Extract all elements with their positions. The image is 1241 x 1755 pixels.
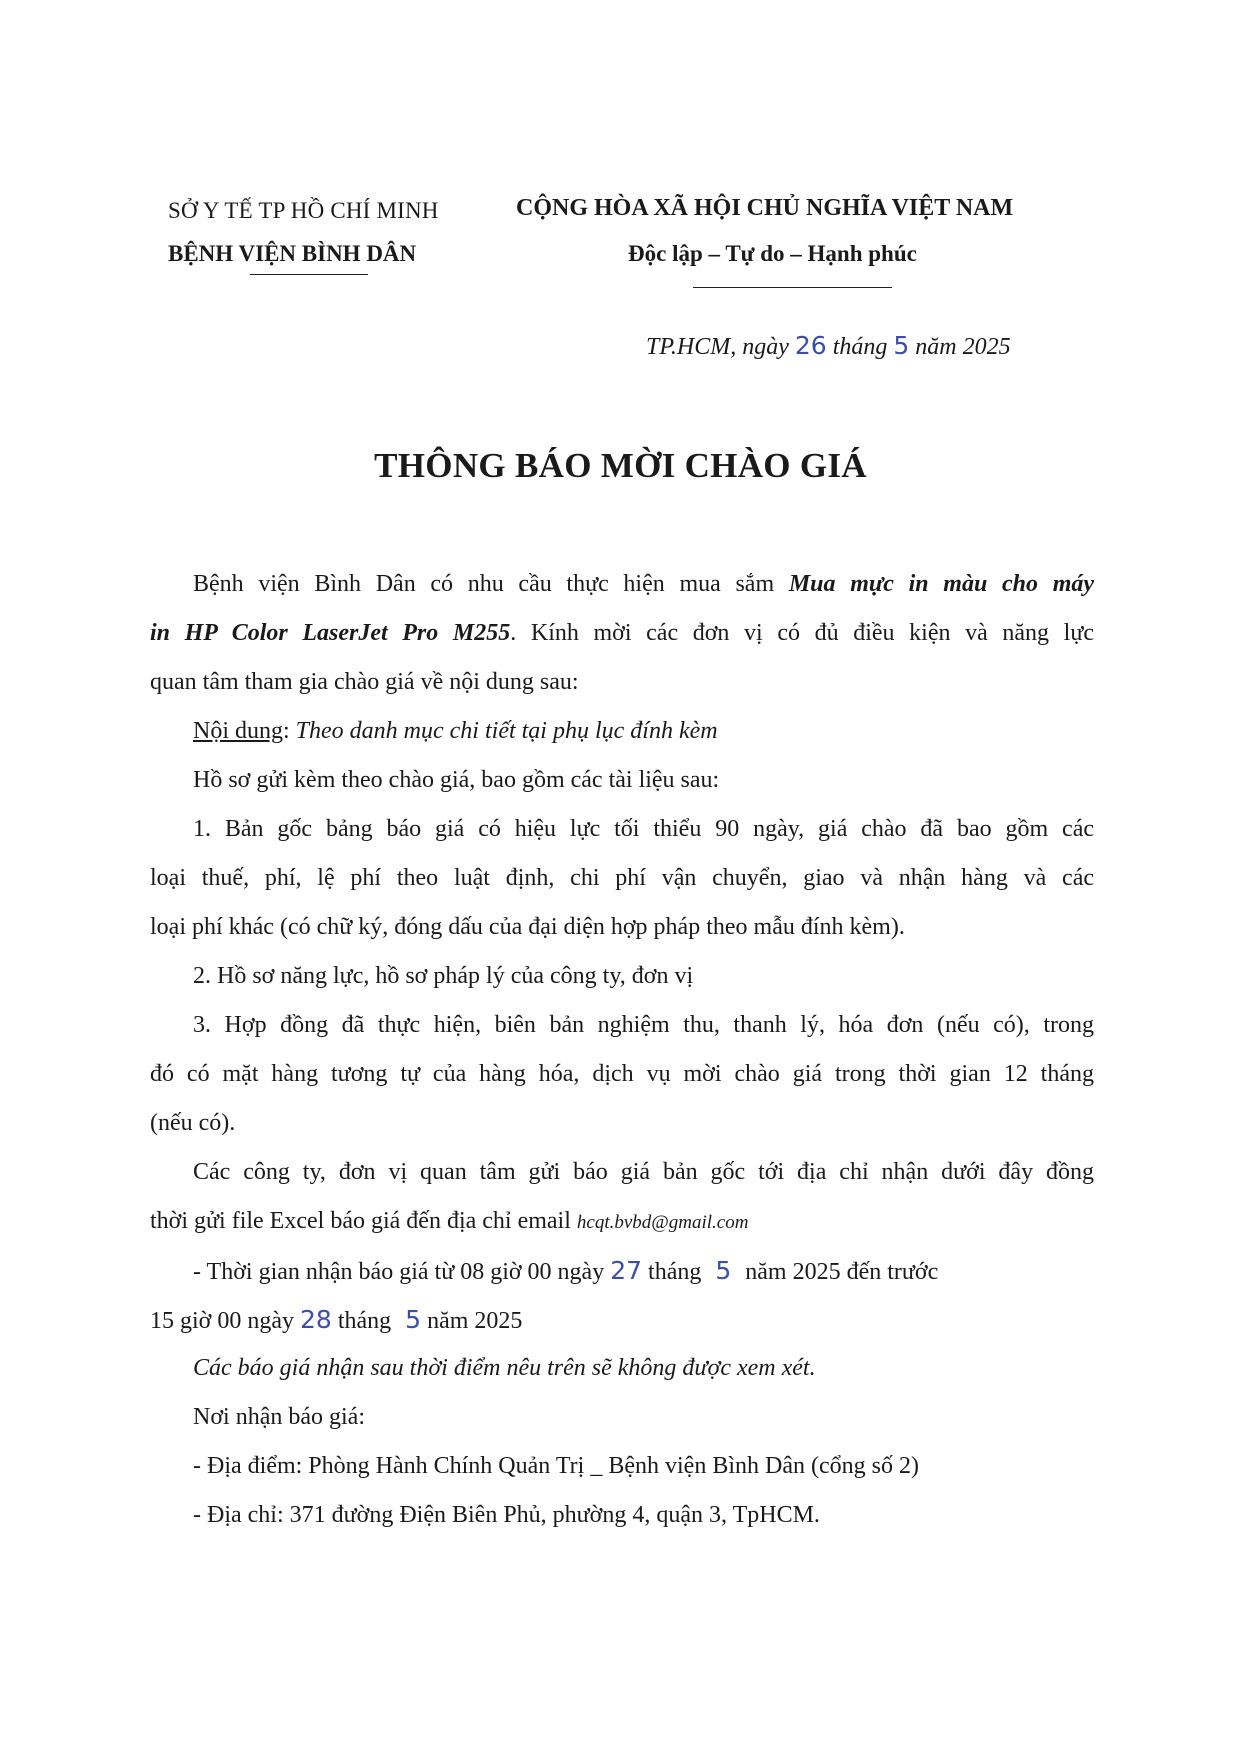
motto-underline — [693, 287, 892, 288]
intro-text-a: Bệnh viện Bình Dân có nhu cầu thực hiện mua sắm — [193, 571, 775, 597]
dateline-year: năm 2025 — [915, 334, 1011, 360]
send-text: thời gửi file Excel báo giá đến địa chỉ email — [150, 1208, 571, 1234]
intro-item-b: in HP Color LaserJet Pro M255 — [150, 620, 511, 646]
item-3-line-1: 3. Hợp đồng đã thực hiện, biên bản nghiệm thu, thanh lý, hóa đơn (nếu có), trong — [193, 1012, 1094, 1038]
send-line-2 — [150, 1197, 1094, 1246]
national-title: CỘNG HÒA XÃ HỘI CHỦ NGHĨA VIỆT NAM — [516, 195, 1014, 221]
org-underline — [250, 274, 368, 275]
send-line-1: Các công ty, đơn vị quan tâm gửi báo giá bản gốc tới địa chỉ nhận dưới đây đồng — [193, 1159, 1094, 1185]
late-note: Các báo giá nhận sau thời điểm nêu trên sẽ không được xem xét. — [193, 1355, 816, 1381]
document-body — [150, 560, 1094, 1540]
time-month-2: 5 — [405, 1305, 422, 1334]
time-day-1: 27 — [610, 1256, 643, 1285]
time-text-c: 15 giờ 00 ngày — [150, 1308, 295, 1334]
dateline — [646, 331, 1011, 361]
receive-location: - Địa điểm: Phòng Hành Chính Quản Trị _ Bệnh viện Bình Dân (cổng số 2) — [193, 1453, 919, 1479]
org-parent: SỞ Y TẾ TP HỒ CHÍ MINH — [168, 198, 439, 223]
dateline-month: 5 — [893, 331, 910, 360]
time-line-1 — [150, 1246, 1094, 1295]
intro-item-a: Mua mực in màu cho máy — [788, 571, 1095, 597]
dateline-prefix: TP.HCM, ngày — [646, 334, 789, 360]
time-text-a: - Thời gian nhận báo giá từ 08 giờ 00 ngày — [193, 1259, 605, 1285]
item-2: 2. Hồ sơ năng lực, hồ sơ pháp lý của công ty, đơn vị — [193, 963, 694, 989]
item-3-line-2: đó có mặt hàng tương tự của hàng hóa, dịch vụ mời chào giá trong thời gian 12 tháng — [150, 1061, 1094, 1087]
content-line: Nội dung: Theo danh mục chi tiết tại phụ lục đính kèm — [193, 718, 718, 744]
docs-intro: Hồ sơ gửi kèm theo chào giá, bao gồm các tài liệu sau: — [193, 767, 720, 793]
document-title: THÔNG BÁO MỜI CHÀO GIÁ — [374, 446, 867, 485]
time-text-d: năm 2025 — [427, 1308, 523, 1334]
intro-text-b: . Kính mời các đơn vị có đủ điều kiện và năng lực — [510, 620, 1094, 646]
email-address: hcqt.bvbd@gmail.com — [576, 1212, 749, 1233]
item-1-line-2: loại thuế, phí, lệ phí theo luật định, chi phí vận chuyển, giao và nhận hàng và các — [150, 865, 1094, 891]
time-month-label-2: tháng — [337, 1308, 392, 1334]
paragraph-intro-line-2 — [150, 609, 1094, 658]
receive-address: - Địa chỉ: 371 đường Điện Biên Phủ, phường 4, quận 3, TpHCM. — [193, 1502, 820, 1528]
time-month-label-1: tháng — [648, 1259, 702, 1285]
time-day-2: 28 — [300, 1305, 332, 1334]
content-value: Theo danh mục chi tiết tại phụ lục đính kèm — [295, 718, 718, 744]
paragraph-intro-line-1 — [150, 560, 1094, 609]
national-motto: Độc lập – Tự do – Hạnh phúc — [628, 241, 917, 266]
item-1-line-3: loại phí khác (có chữ ký, đóng dấu của đại diện hợp pháp theo mẫu đính kèm). — [150, 914, 905, 940]
receive-label: Nơi nhận báo giá: — [193, 1404, 365, 1430]
item-1-line-1: 1. Bản gốc bảng báo giá có hiệu lực tối thiểu 90 ngày, giá chào đã bao gồm các — [193, 816, 1094, 842]
item-3-line-3: (nếu có). — [150, 1110, 236, 1136]
dateline-day: 26 — [794, 331, 827, 360]
time-text-b: năm 2025 đến trước — [745, 1259, 939, 1285]
time-month-1: 5 — [715, 1256, 732, 1285]
dateline-month-label: tháng — [832, 334, 888, 360]
content-label: Nội dung — [193, 718, 283, 744]
time-line-2 — [150, 1295, 1094, 1344]
org-name: BỆNH VIỆN BÌNH DÂN — [168, 241, 417, 266]
paragraph-intro-line-3: quan tâm tham gia chào giá về nội dung sau: — [150, 669, 579, 695]
